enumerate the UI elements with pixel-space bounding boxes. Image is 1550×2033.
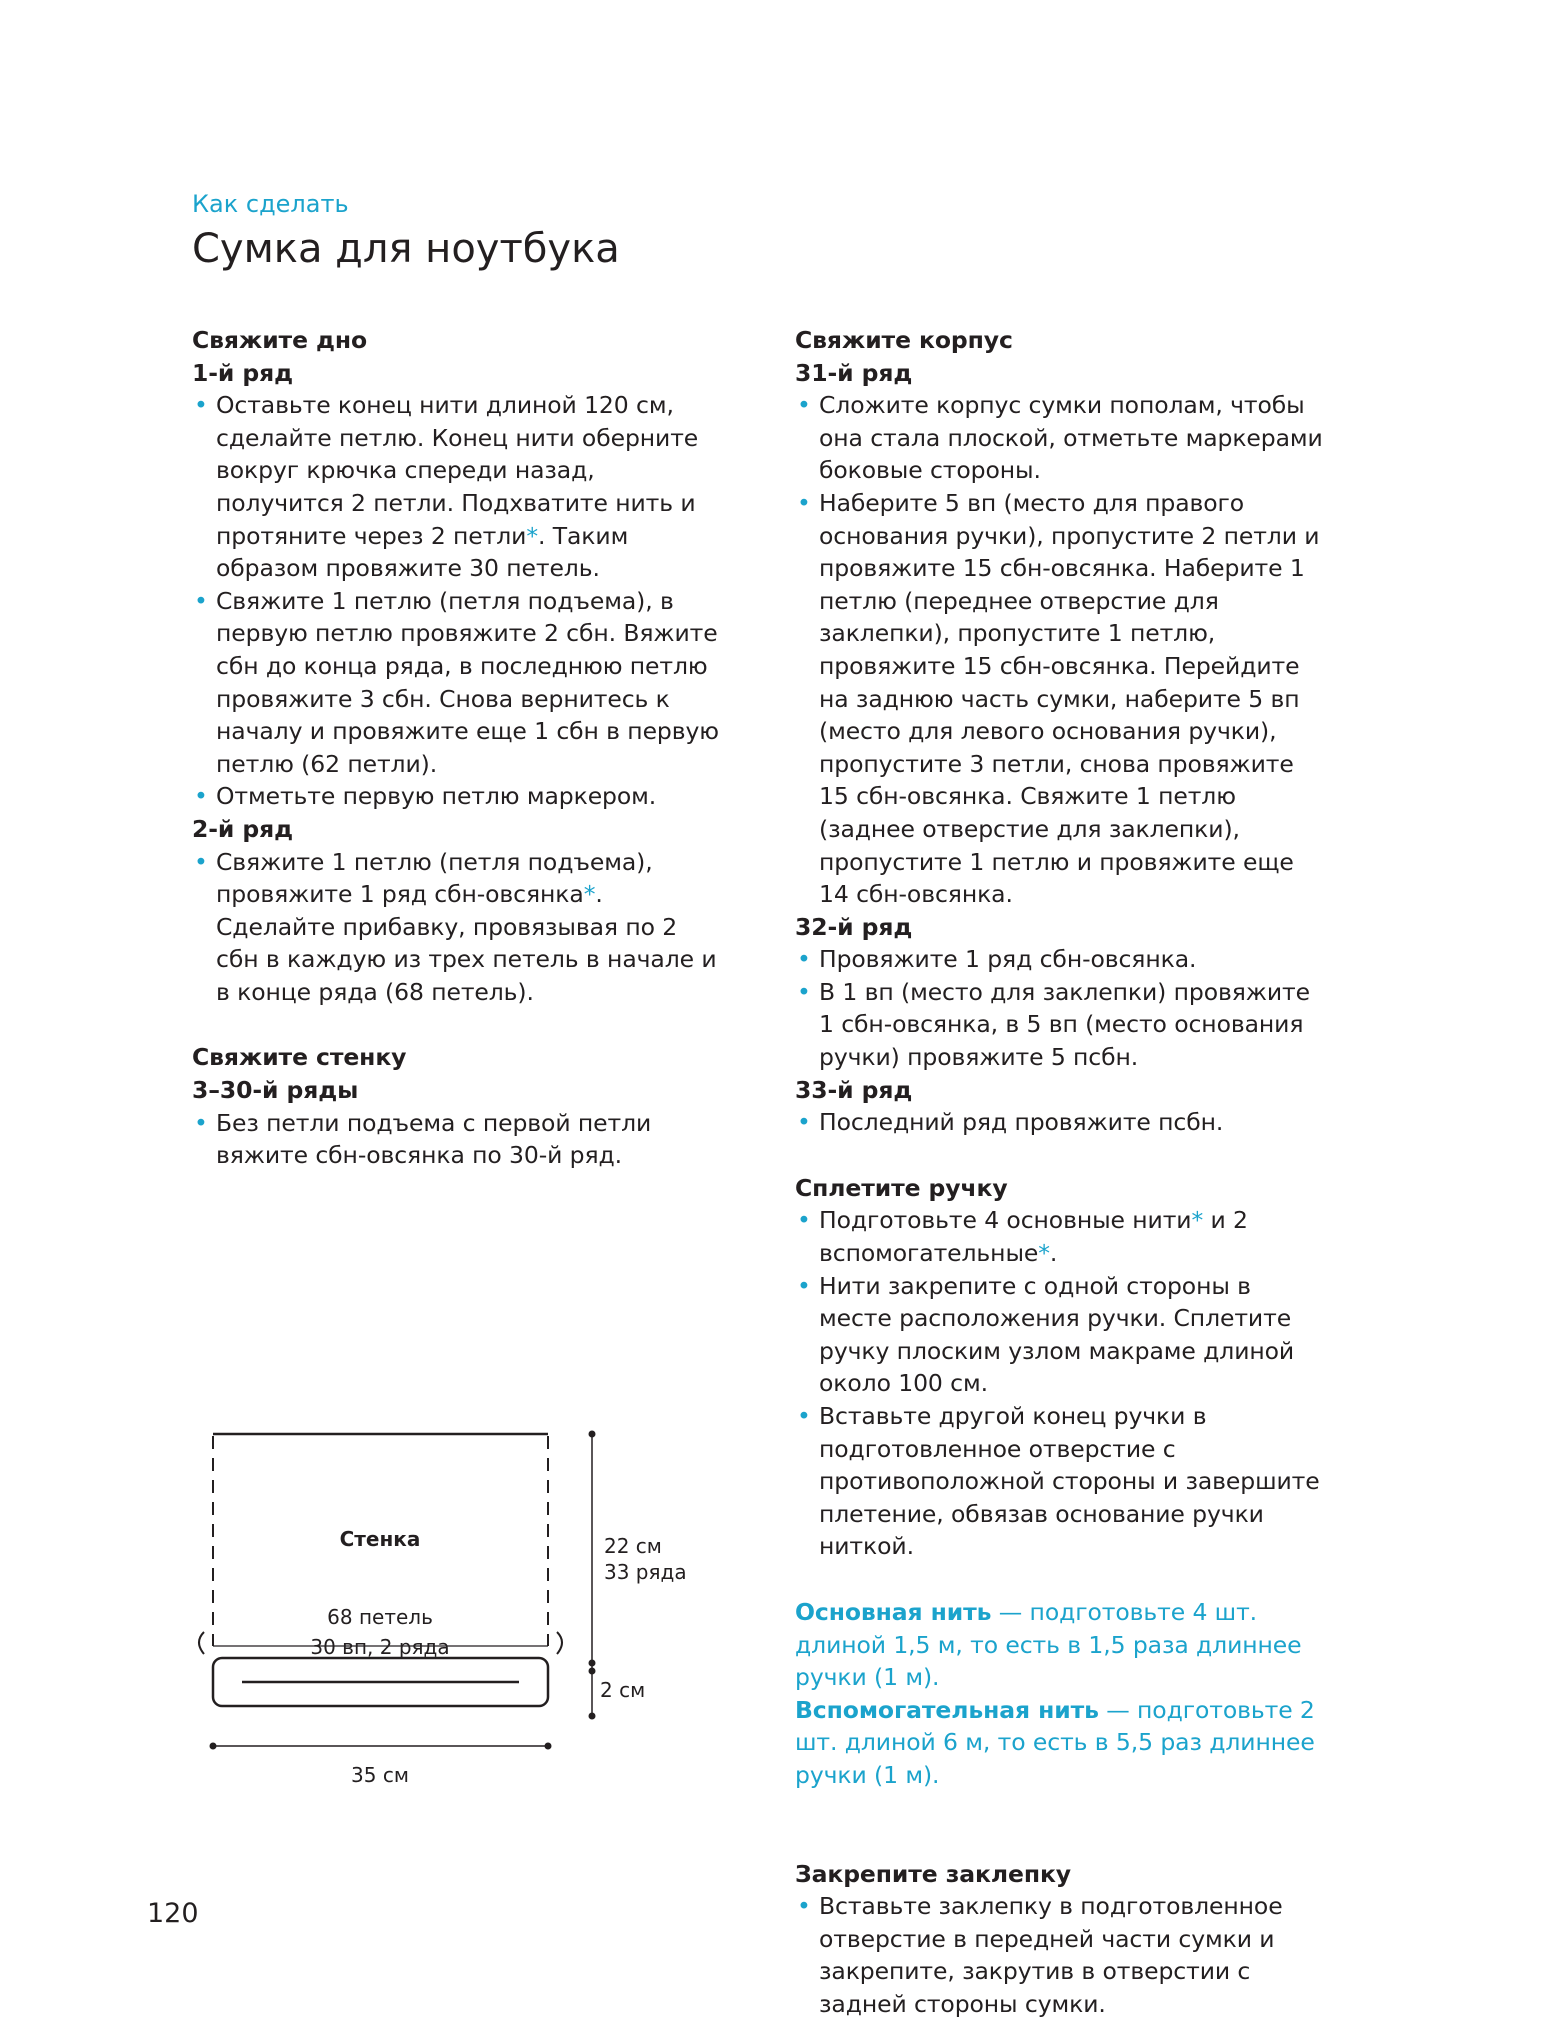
dimension-marker (545, 1743, 552, 1750)
wall-label: Стенка (339, 1527, 421, 1551)
right-column (795, 324, 1325, 2021)
dimension-marker (589, 1660, 596, 1667)
dimension-marker (589, 1431, 596, 1438)
row-label-31: 31-й ряд (795, 358, 913, 387)
row-label-33: 33-й ряд (795, 1075, 913, 1104)
handle-steps (795, 1204, 1325, 1563)
section-title-body: Свяжите корпус (795, 326, 1013, 354)
note-auxiliary-yarn: Вспомогательная нить — подготовьте 2 шт. длиной 6 м, то есть в 5,5 раз длиннее ручки (1 м). (795, 1695, 1315, 1789)
step-item: • Наберите 5 вп (место для правого основания ручки), пропустите 2 петли и провяжите 15 сбн-овсянка. Наберите 1 петлю (переднее отверстие для заклепки), пропустите 1 петлю, провяжите 15 сбн-овсянка. Перейдите на заднюю часть сумки, наберите 5 вп (место для левого основания ручки), пропустите 3 петли, снова провяжите 15 сбн-овсянка. Свяжите 1 петлю (заднее отверстие для заклепки), пропустите 1 петлю и провяжите еще 14 сбн-овсянка. (795, 487, 1325, 911)
step-item: • Сложите корпус сумки пополам, чтобы она стала плоской, отметьте маркерами боковые стороны. (795, 389, 1325, 487)
bottom-height-label: 2 см (600, 1678, 646, 1702)
section-title-handle: Сплетите ручку (795, 1173, 1008, 1202)
row-label-1: 1-й ряд (192, 358, 293, 387)
step-item: • Отметьте первую петлю маркером. (192, 780, 722, 813)
width-label: 35 см (351, 1763, 409, 1787)
dimension-marker (589, 1713, 596, 1720)
dimension-marker (210, 1743, 217, 1750)
step-item: • Свяжите 1 петлю (петля подъема), в первую петлю провяжите 2 сбн. Вяжите сбн до конца ряда, в последнюю петлю провяжите 3 сбн. Снова вернитесь к началу и провяжите еще 1 сбн в первую петлю (62 петли). (192, 585, 722, 781)
row-2-steps (192, 846, 722, 1009)
footnote-asterisk: * (526, 521, 539, 550)
page-title: Сумка для ноутбука (192, 226, 620, 272)
rivet-steps (795, 1890, 1325, 2020)
row-label-32: 32-й ряд (795, 912, 913, 941)
step-item: • Провяжите 1 ряд сбн-овсянка. (795, 943, 1325, 976)
chain-label: 30 вп, 2 ряда (310, 1635, 450, 1659)
footnote-asterisk: * (583, 880, 596, 909)
footnote-asterisk: * (1191, 1206, 1204, 1235)
step-item: • Подготовьте 4 основные нити* и 2 вспомогательные*. (795, 1204, 1325, 1269)
left-bracket (199, 1632, 204, 1654)
row-32-steps (795, 943, 1325, 1073)
step-item: • Без петли подъема с первой петли вяжите сбн-овсянка по 30-й ряд. (192, 1107, 722, 1172)
step-item: • Вставьте заклепку в подготовленное отверстие в передней части сумки и закрепите, закрутив в отверстии с задней стороны сумки. (795, 1890, 1325, 2020)
height-cm-label: 22 см (604, 1534, 662, 1558)
section-title-wall: Свяжите стенку (192, 1043, 407, 1072)
page-number: 120 (147, 1898, 199, 1929)
bag-schematic (180, 1410, 700, 1790)
section-title-bottom: Свяжите дно (192, 326, 368, 354)
section-kicker: Как сделать (192, 190, 349, 218)
step-item: • Нити закрепите с одной стороны в месте расположения ручки. Сплетите ручку плоским узлом макраме длиной около 100 см. (795, 1270, 1325, 1400)
row-1-steps (192, 389, 722, 813)
row-33-steps (795, 1106, 1325, 1139)
section-title-rivet: Закрепите заклепку (795, 1859, 1072, 1888)
left-column (192, 324, 722, 1172)
dimension-marker (589, 1668, 596, 1675)
step-item: • Последний ряд провяжите псбн. (795, 1106, 1325, 1139)
step-item: • Свяжите 1 петлю (петля подъема), провяжите 1 ряд сбн-овсянка*. Сделайте прибавку, провязывая по 2 сбн в каждую из трех петель в начале и в конце ряда (68 петель). (192, 846, 722, 1009)
step-item: • Вставьте другой конец ручки в подготовленное отверстие с противоположной стороны и завершите плетение, обвязав основание ручки ниткой. (795, 1400, 1325, 1563)
row-label-3-30: 3–30-й ряды (192, 1076, 359, 1105)
note-main-yarn: Основная нить — подготовьте 4 шт. длиной 1,5 м, то есть в 1,5 раза длиннее ручки (1 м). (795, 1597, 1302, 1692)
row-3-30-steps (192, 1107, 722, 1172)
row-label-2: 2-й ряд (192, 814, 293, 843)
step-item: • Оставьте конец нити длиной 120 см, сделайте петлю. Конец нити оберните вокруг крючка спереди назад, получится 2 петли. Подхватите нить и протяните через 2 петли*. Таким образом провяжите 30 петель. (192, 389, 722, 585)
stitches-label: 68 петель (327, 1605, 433, 1629)
row-31-steps (795, 389, 1325, 911)
step-item: • В 1 вп (место для заклепки) провяжите 1 сбн-овсянка, в 5 вп (место основания ручки) провяжите 5 псбн. (795, 976, 1325, 1074)
height-rows-label: 33 ряда (604, 1560, 687, 1584)
right-bracket (557, 1632, 562, 1654)
footnote-asterisk: * (1038, 1239, 1050, 1268)
